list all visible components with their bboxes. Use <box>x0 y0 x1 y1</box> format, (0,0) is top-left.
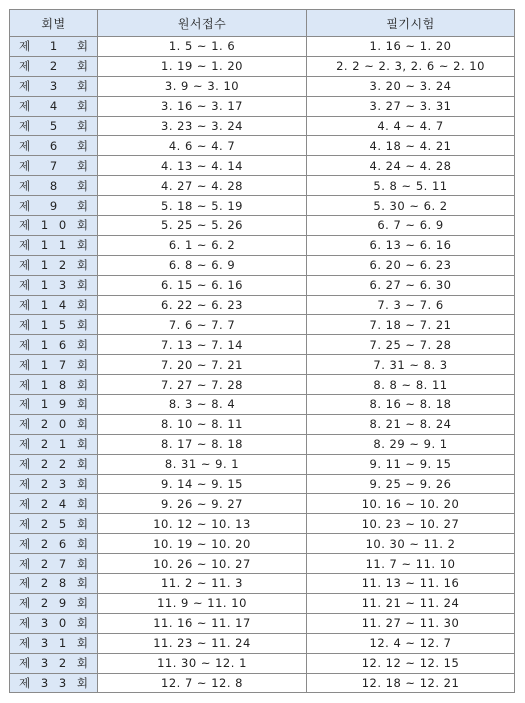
round-cell <box>10 355 98 375</box>
application-period-cell: 10. 19 ~ 10. 20 <box>98 534 307 554</box>
round-label: 제 2 7 회 <box>19 556 88 571</box>
round-label: 제 1 6 회 <box>19 337 88 352</box>
application-period-cell: 4. 6 ~ 4. 7 <box>98 136 307 156</box>
round-label: 제 1 4 회 <box>19 298 88 313</box>
table-header <box>10 10 515 37</box>
round-cell <box>10 375 98 395</box>
written-exam-period-cell: 11. 13 ~ 11. 16 <box>307 574 515 594</box>
application-period-cell: 8. 3 ~ 8. 4 <box>98 395 307 415</box>
round-label: 제 1 3 회 <box>19 278 88 293</box>
written-exam-period-cell: 7. 31 ~ 8. 3 <box>307 355 515 375</box>
table-row <box>10 116 515 136</box>
header-round: 회별 <box>10 10 98 37</box>
application-period-cell: 11. 30 ~ 12. 1 <box>98 653 307 673</box>
written-exam-period-cell: 11. 21 ~ 11. 24 <box>307 593 515 613</box>
table-row <box>10 355 515 375</box>
round-cell <box>10 216 98 236</box>
table-row <box>10 673 515 693</box>
application-period-cell: 11. 23 ~ 11. 24 <box>98 633 307 653</box>
round-label: 제 2 회 <box>19 59 88 74</box>
round-cell <box>10 434 98 454</box>
round-cell <box>10 395 98 415</box>
round-label: 제 1 9 회 <box>19 397 88 412</box>
round-cell <box>10 315 98 335</box>
round-label: 제 1 5 회 <box>19 317 88 332</box>
round-cell <box>10 37 98 57</box>
written-exam-period-cell: 7. 3 ~ 7. 6 <box>307 295 515 315</box>
written-exam-period-cell: 9. 11 ~ 9. 15 <box>307 454 515 474</box>
round-label: 제 1 8 회 <box>19 377 88 392</box>
table-row <box>10 156 515 176</box>
round-label: 제 2 2 회 <box>19 457 88 472</box>
table-row <box>10 176 515 196</box>
written-exam-period-cell: 1. 16 ~ 1. 20 <box>307 37 515 57</box>
round-cell <box>10 593 98 613</box>
table-row <box>10 37 515 57</box>
round-cell <box>10 136 98 156</box>
written-exam-period-cell: 4. 18 ~ 4. 21 <box>307 136 515 156</box>
round-cell <box>10 196 98 216</box>
table-row <box>10 454 515 474</box>
written-exam-period-cell: 10. 30 ~ 11. 2 <box>307 534 515 554</box>
round-cell <box>10 96 98 116</box>
application-period-cell: 4. 27 ~ 4. 28 <box>98 176 307 196</box>
round-label: 제 2 1 회 <box>19 437 88 452</box>
application-period-cell: 7. 20 ~ 7. 21 <box>98 355 307 375</box>
table-row <box>10 414 515 434</box>
written-exam-period-cell: 10. 23 ~ 10. 27 <box>307 514 515 534</box>
written-exam-period-cell: 5. 8 ~ 5. 11 <box>307 176 515 196</box>
table-row <box>10 613 515 633</box>
table-body <box>10 37 515 693</box>
written-exam-period-cell: 12. 18 ~ 12. 21 <box>307 673 515 693</box>
table-row <box>10 196 515 216</box>
written-exam-period-cell: 7. 25 ~ 7. 28 <box>307 335 515 355</box>
round-cell <box>10 494 98 514</box>
header-row <box>10 10 515 37</box>
header-application: 원서접수 <box>98 10 307 37</box>
round-cell <box>10 534 98 554</box>
table-row <box>10 653 515 673</box>
table-row <box>10 494 515 514</box>
application-period-cell: 6. 1 ~ 6. 2 <box>98 235 307 255</box>
table-row <box>10 434 515 454</box>
round-cell <box>10 653 98 673</box>
round-label: 제 3 2 회 <box>19 656 88 671</box>
table-row <box>10 56 515 76</box>
application-period-cell: 8. 10 ~ 8. 11 <box>98 414 307 434</box>
round-label: 제 3 0 회 <box>19 616 88 631</box>
written-exam-period-cell: 8. 16 ~ 8. 18 <box>307 395 515 415</box>
table-row <box>10 574 515 594</box>
application-period-cell: 11. 9 ~ 11. 10 <box>98 593 307 613</box>
application-period-cell: 10. 26 ~ 10. 27 <box>98 554 307 574</box>
table-row <box>10 375 515 395</box>
application-period-cell: 1. 5 ~ 1. 6 <box>98 37 307 57</box>
application-period-cell: 6. 15 ~ 6. 16 <box>98 275 307 295</box>
written-exam-period-cell: 4. 4 ~ 4. 7 <box>307 116 515 136</box>
table-row <box>10 633 515 653</box>
round-label: 제 1 1 회 <box>19 238 88 253</box>
table-row <box>10 315 515 335</box>
written-exam-period-cell: 8. 21 ~ 8. 24 <box>307 414 515 434</box>
table-row <box>10 275 515 295</box>
application-period-cell: 4. 13 ~ 4. 14 <box>98 156 307 176</box>
written-exam-period-cell: 7. 18 ~ 7. 21 <box>307 315 515 335</box>
round-cell <box>10 116 98 136</box>
round-cell <box>10 176 98 196</box>
table-row <box>10 235 515 255</box>
round-cell <box>10 414 98 434</box>
application-period-cell: 1. 19 ~ 1. 20 <box>98 56 307 76</box>
application-period-cell: 6. 22 ~ 6. 23 <box>98 295 307 315</box>
application-period-cell: 7. 27 ~ 7. 28 <box>98 375 307 395</box>
round-cell <box>10 673 98 693</box>
round-cell <box>10 235 98 255</box>
table-row <box>10 335 515 355</box>
table-row <box>10 295 515 315</box>
written-exam-period-cell: 2. 2 ~ 2. 3, 2. 6 ~ 2. 10 <box>307 56 515 76</box>
round-label: 제 1 0 회 <box>19 218 88 233</box>
application-period-cell: 7. 6 ~ 7. 7 <box>98 315 307 335</box>
application-period-cell: 11. 2 ~ 11. 3 <box>98 574 307 594</box>
round-cell <box>10 76 98 96</box>
written-exam-period-cell: 8. 29 ~ 9. 1 <box>307 434 515 454</box>
round-label: 제 2 5 회 <box>19 516 88 531</box>
round-label: 제 1 7 회 <box>19 357 88 372</box>
table-row <box>10 76 515 96</box>
table-row <box>10 534 515 554</box>
written-exam-period-cell: 4. 24 ~ 4. 28 <box>307 156 515 176</box>
round-cell <box>10 255 98 275</box>
application-period-cell: 8. 17 ~ 8. 18 <box>98 434 307 454</box>
application-period-cell: 6. 8 ~ 6. 9 <box>98 255 307 275</box>
written-exam-period-cell: 12. 12 ~ 12. 15 <box>307 653 515 673</box>
round-cell <box>10 295 98 315</box>
round-label: 제 2 6 회 <box>19 536 88 551</box>
round-label: 제 3 회 <box>19 79 88 94</box>
table-row <box>10 136 515 156</box>
application-period-cell: 3. 23 ~ 3. 24 <box>98 116 307 136</box>
table-row <box>10 514 515 534</box>
written-exam-period-cell: 8. 8 ~ 8. 11 <box>307 375 515 395</box>
exam-schedule-table <box>9 9 515 693</box>
round-label: 제 4 회 <box>19 99 88 114</box>
round-cell <box>10 335 98 355</box>
round-cell <box>10 554 98 574</box>
application-period-cell: 8. 31 ~ 9. 1 <box>98 454 307 474</box>
round-cell <box>10 613 98 633</box>
application-period-cell: 3. 9 ~ 3. 10 <box>98 76 307 96</box>
round-label: 제 2 3 회 <box>19 477 88 492</box>
round-label: 제 3 1 회 <box>19 636 88 651</box>
application-period-cell: 9. 26 ~ 9. 27 <box>98 494 307 514</box>
table-row <box>10 255 515 275</box>
written-exam-period-cell: 12. 4 ~ 12. 7 <box>307 633 515 653</box>
round-label: 제 1 회 <box>19 39 88 54</box>
round-label: 제 5 회 <box>19 119 88 133</box>
round-label: 제 3 3 회 <box>19 675 88 690</box>
written-exam-period-cell: 6. 13 ~ 6. 16 <box>307 235 515 255</box>
round-cell <box>10 474 98 494</box>
written-exam-period-cell: 6. 27 ~ 6. 30 <box>307 275 515 295</box>
application-period-cell: 9. 14 ~ 9. 15 <box>98 474 307 494</box>
written-exam-period-cell: 3. 20 ~ 3. 24 <box>307 76 515 96</box>
written-exam-period-cell: 11. 27 ~ 11. 30 <box>307 613 515 633</box>
round-label: 제 8 회 <box>19 178 88 193</box>
round-cell <box>10 454 98 474</box>
round-cell <box>10 514 98 534</box>
round-label: 제 9 회 <box>19 198 88 213</box>
round-label: 제 2 0 회 <box>19 417 88 432</box>
round-cell <box>10 574 98 594</box>
round-cell <box>10 156 98 176</box>
header-written-exam: 필기시험 <box>307 10 515 37</box>
round-label: 제 7 회 <box>19 158 88 173</box>
written-exam-period-cell: 3. 27 ~ 3. 31 <box>307 96 515 116</box>
application-period-cell: 3. 16 ~ 3. 17 <box>98 96 307 116</box>
written-exam-period-cell: 5. 30 ~ 6. 2 <box>307 196 515 216</box>
round-label: 제 2 4 회 <box>19 496 88 511</box>
application-period-cell: 5. 25 ~ 5. 26 <box>98 216 307 236</box>
written-exam-period-cell: 9. 25 ~ 9. 26 <box>307 474 515 494</box>
table-row <box>10 474 515 494</box>
table-row <box>10 395 515 415</box>
table-row <box>10 96 515 116</box>
round-cell <box>10 633 98 653</box>
round-label: 제 2 8 회 <box>19 576 88 591</box>
written-exam-period-cell: 10. 16 ~ 10. 20 <box>307 494 515 514</box>
round-label: 제 1 2 회 <box>19 258 88 273</box>
round-label: 제 6 회 <box>19 138 88 153</box>
round-cell <box>10 56 98 76</box>
table-row <box>10 216 515 236</box>
table-row <box>10 593 515 613</box>
application-period-cell: 10. 12 ~ 10. 13 <box>98 514 307 534</box>
table-row <box>10 554 515 574</box>
written-exam-period-cell: 11. 7 ~ 11. 10 <box>307 554 515 574</box>
round-cell <box>10 275 98 295</box>
written-exam-period-cell: 6. 20 ~ 6. 23 <box>307 255 515 275</box>
round-label: 제 2 9 회 <box>19 596 88 611</box>
application-period-cell: 12. 7 ~ 12. 8 <box>98 673 307 693</box>
written-exam-period-cell: 6. 7 ~ 6. 9 <box>307 216 515 236</box>
application-period-cell: 11. 16 ~ 11. 17 <box>98 613 307 633</box>
application-period-cell: 7. 13 ~ 7. 14 <box>98 335 307 355</box>
application-period-cell: 5. 18 ~ 5. 19 <box>98 196 307 216</box>
